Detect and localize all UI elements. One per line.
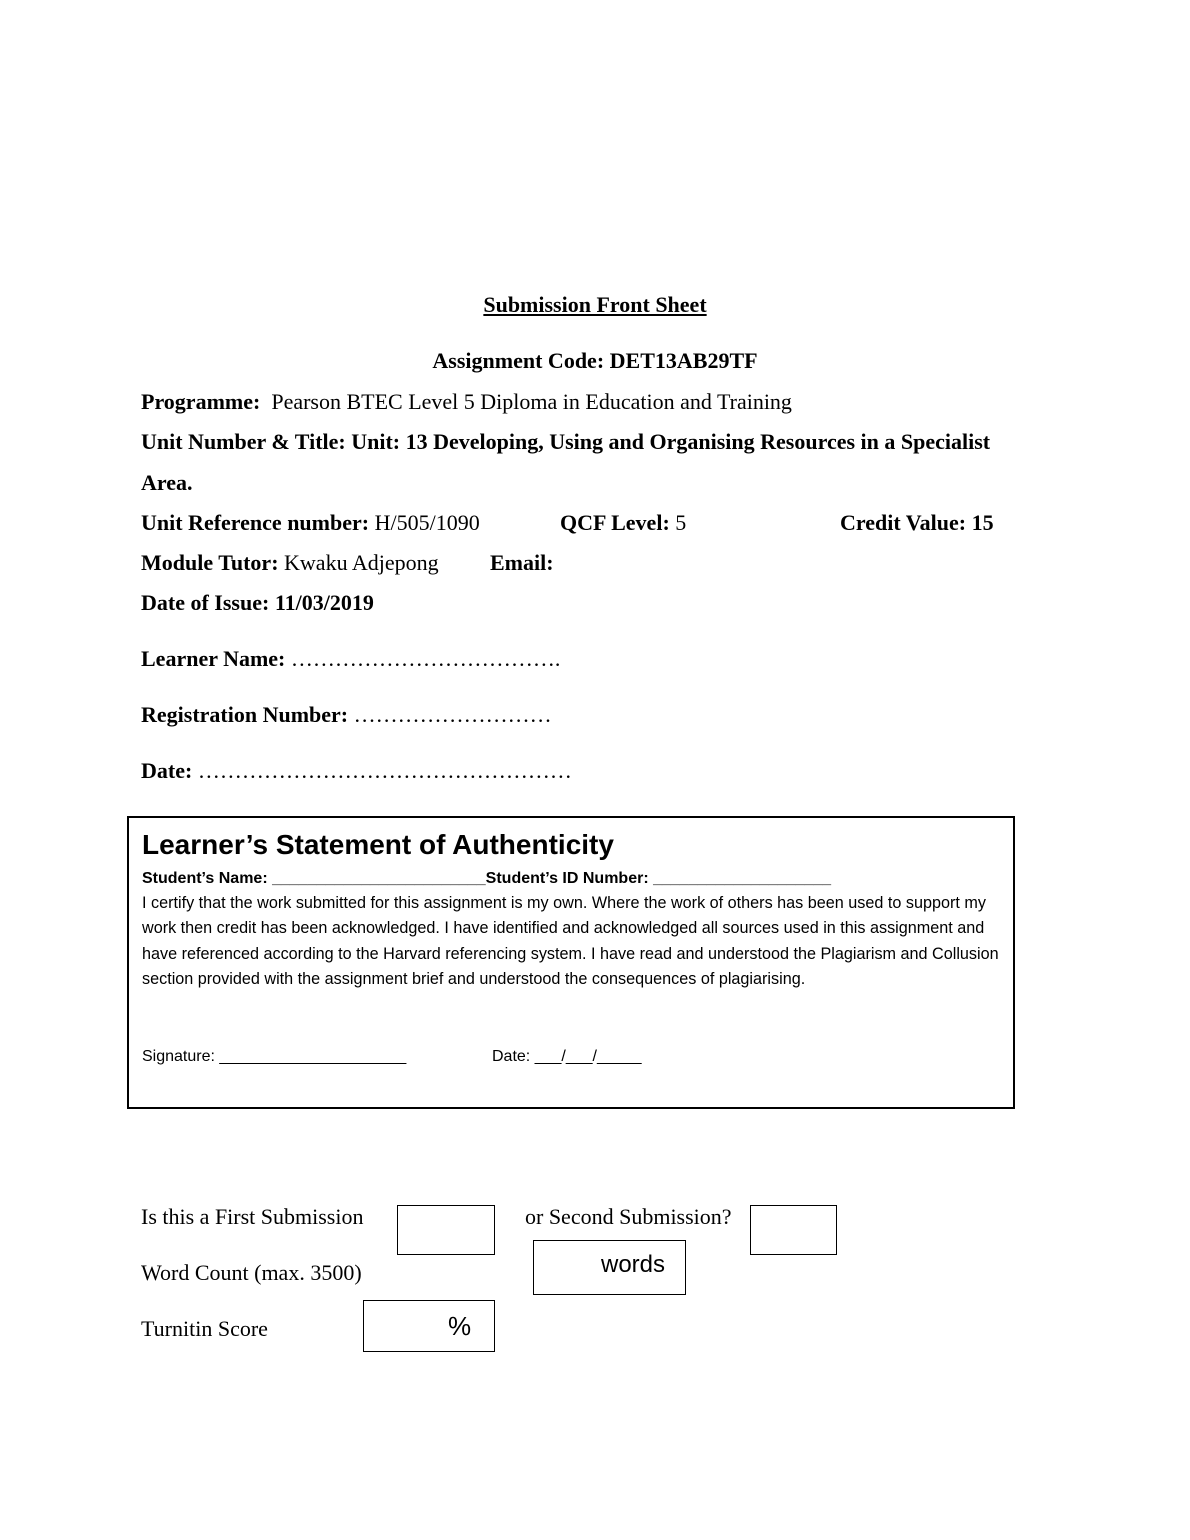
unit-ref-value: H/505/1090 [374, 510, 480, 535]
unit-reference-row [141, 510, 480, 536]
tutor-value: Kwaku Adjepong [284, 550, 439, 575]
registration-row [141, 702, 552, 728]
learner-name-row [141, 646, 560, 672]
credit-value: Credit Value: 15 [840, 510, 994, 535]
email-label: Email: [490, 550, 554, 575]
registration-field[interactable]: ……………………… [353, 702, 552, 727]
unit-ref-label: Unit Reference number: [141, 510, 370, 535]
date-of-issue: Date of Issue: 11/03/2019 [141, 590, 374, 615]
date-field[interactable]: …………………………………………… [197, 758, 572, 783]
student-id-label: Student’s ID Number: [485, 870, 649, 887]
qcf-value: 5 [675, 510, 687, 535]
learner-name-label: Learner Name: [141, 646, 286, 671]
qcf-label: QCF Level: [560, 510, 670, 535]
word-count-unit: words [601, 1251, 666, 1278]
student-fields-row [142, 868, 831, 890]
word-count-input[interactable] [533, 1240, 686, 1295]
qcf-row [560, 510, 686, 536]
student-name-field[interactable]: ________________________ [272, 870, 486, 887]
registration-label: Registration Number: [141, 702, 349, 727]
word-count-label: Word Count (max. 3500) [141, 1260, 362, 1285]
date-row [141, 758, 572, 784]
assignment-code: Assignment Code: DET13AB29TF [432, 348, 758, 373]
authenticity-heading: Learner’s Statement of Authenticity [142, 829, 614, 860]
learner-name-field[interactable]: ………………………………. [290, 646, 561, 671]
page-title: Submission Front Sheet [483, 292, 707, 317]
unit-title-line2: Area. [141, 470, 193, 495]
programme-value: Pearson BTEC Level 5 Diploma in Education and Training [271, 389, 792, 414]
programme-row [141, 389, 792, 415]
first-submission-label: Is this a First Submission [141, 1204, 364, 1229]
student-id-field[interactable]: ____________________ [653, 870, 832, 887]
signature-date-field[interactable]: Date: ___/___/_____ [492, 1048, 642, 1065]
tutor-row [141, 550, 439, 576]
signature-field[interactable]: Signature: _____________________ [142, 1048, 407, 1065]
second-submission-label: or Second Submission? [525, 1204, 732, 1229]
authenticity-statement-text: I certify that the work submitted for this assignment is my own. Where the work of others has been used to support my work then credit has been acknowledged. I have identified and acknowledged all sources used in this assignment and have referenced according to the Harvard referencing system. I have read and understood the Plagiarism and Collusion section provided with the assignment brief and understood the consequences of plagiarising. [142, 894, 999, 988]
unit-title-line1: Unit Number & Title: Unit: 13 Developing, Using and Organising Resources in a Specialist [141, 429, 991, 454]
programme-label: Programme: [141, 389, 261, 414]
tutor-label: Module Tutor: [141, 550, 279, 575]
authenticity-statement-box [127, 816, 1015, 1109]
turnitin-score-input[interactable] [363, 1300, 495, 1352]
date-label: Date: [141, 758, 193, 783]
student-name-label: Student’s Name: [142, 870, 268, 887]
turnitin-label: Turnitin Score [141, 1316, 268, 1341]
turnitin-percent-unit: % [448, 1311, 472, 1341]
first-submission-checkbox[interactable] [397, 1205, 495, 1255]
second-submission-checkbox[interactable] [750, 1205, 837, 1255]
